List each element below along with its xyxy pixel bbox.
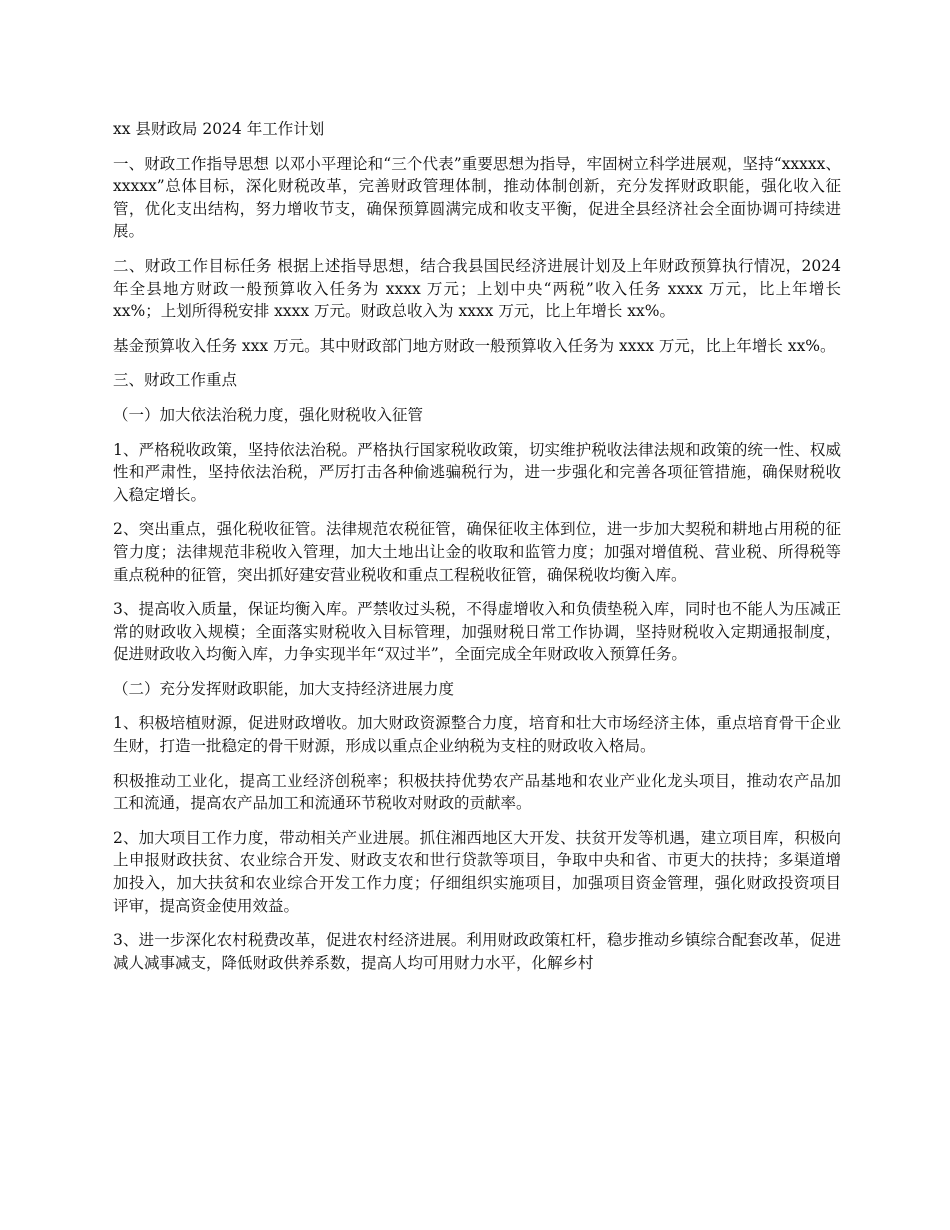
- paragraph-cultivate-revenue: 1、积极培植财源，促进财政增收。加大财政资源整合力度，培育和壮大市场经济主体，重点培育骨干企业生财，打造一批稳定的骨干财源，形成以重点企业纳税为支柱的财政收入格局。: [113, 714, 841, 756]
- paragraph-fund-budget: 基金预算收入任务 xxx 万元。其中财政部门地方财政一般预算收入任务为 xxxx 万元，比上年增长 xx%。: [113, 336, 836, 355]
- paragraph-tax-collection-focus: 2、突出重点，强化税收征管。法律规范农税征管，确保征收主体到位，进一步加大契税和耕地占用税的征管力度；法律规范非税收入管理，加大土地出让金的收取和监管力度；加强对增值税、营业税、所得税等重点税种的征管，突出抓好建安营业税收和重点工程税收征管，确保税收均衡入库。: [113, 520, 841, 584]
- section-heading-key-work: 三、财政工作重点: [113, 371, 238, 390]
- paragraph-tax-policy: 1、严格税收政策，坚持依法治税。严格执行国家税收政策，切实维护税收法律法规和政策的统一性、权威性和严肃性，坚持依法治税，严厉打击各种偷逃骗税行为，进一步强化和完善各项征管措施，确保财税收入稳定增长。: [113, 440, 841, 504]
- paragraph-targets: 二、财政工作目标任务 根据上述指导思想，结合我县国民经济进展计划及上年财政预算执行情况，2024 年全县地方财政一般预算收入任务为 xxxx 万元；上划中央“两税”收入任务 xxxx 万元，比上年增长 xx%；上划所得税安排 xxxx 万元。财政总收入为 xxxx 万元，比上年增长 xx%。: [113, 256, 841, 321]
- paragraph-project-work: 2、加大项目工作力度，带动相关产业进展。抓住湘西地区大开发、扶贫开发等机遇，建立项目库，积极向上申报财政扶贫、农业综合开发、财政支农和世行贷款等项目，争取中央和省、市更大的扶持；多渠道增加投入，加大扶贫和农业综合开发工作力度；仔细组织实施项目，加强项目资金管理，强化财政投资项目评审，提高资金使用效益。: [113, 828, 841, 915]
- paragraph-industrialization: 积极推动工业化，提高工业经济创税率；积极扶持优势农产品基地和农业产业化龙头项目，推动农产品加工和流通，提高农产品加工和流通环节税收对财政的贡献率。: [113, 771, 841, 813]
- paragraph-revenue-quality: 3、提高收入质量，保证均衡入库。严禁收过头税，不得虚增收入和负债垫税入库，同时也不能人为压减正常的财政收入规模；全面落实财税收入目标管理，加强财税日常工作协调，坚持财税收入定期通报制度，促进财政收入均衡入库，力争实现半年“双过半”，全面完成全年财政收入预算任务。: [113, 600, 841, 664]
- subsection-heading-tax-collection: （一）加大依法治税力度，强化财税收入征管: [113, 405, 424, 424]
- paragraph-rural-tax-reform: 3、进一步深化农村税费改革，促进农村经济进展。利用财政政策杠杆，稳步推动乡镇综合配套改革，促进减人减事减支，降低财政供养系数，提高人均可用财力水平，化解乡村: [113, 931, 841, 972]
- paragraph-guiding-ideology: 一、财政工作指导思想 以邓小平理论和“三个代表”重要思想为指导，牢固树立科学进展观，坚持“xxxxx、xxxxx”总体目标，深化财税改革，完善财政管理体制，推动体制创新，充分发挥财政职能，强化收入征管，优化支出结构，努力增收节支，确保预算圆满完成和收支平衡，促进全县经济社会全面协调可持续进展。: [113, 154, 841, 241]
- subsection-heading-economic-support: （二）充分发挥财政职能，加大支持经济进展力度: [113, 679, 455, 698]
- document-title: xx 县财政局 2024 年工作计划: [113, 120, 325, 138]
- document-page: [113, 118, 841, 986]
